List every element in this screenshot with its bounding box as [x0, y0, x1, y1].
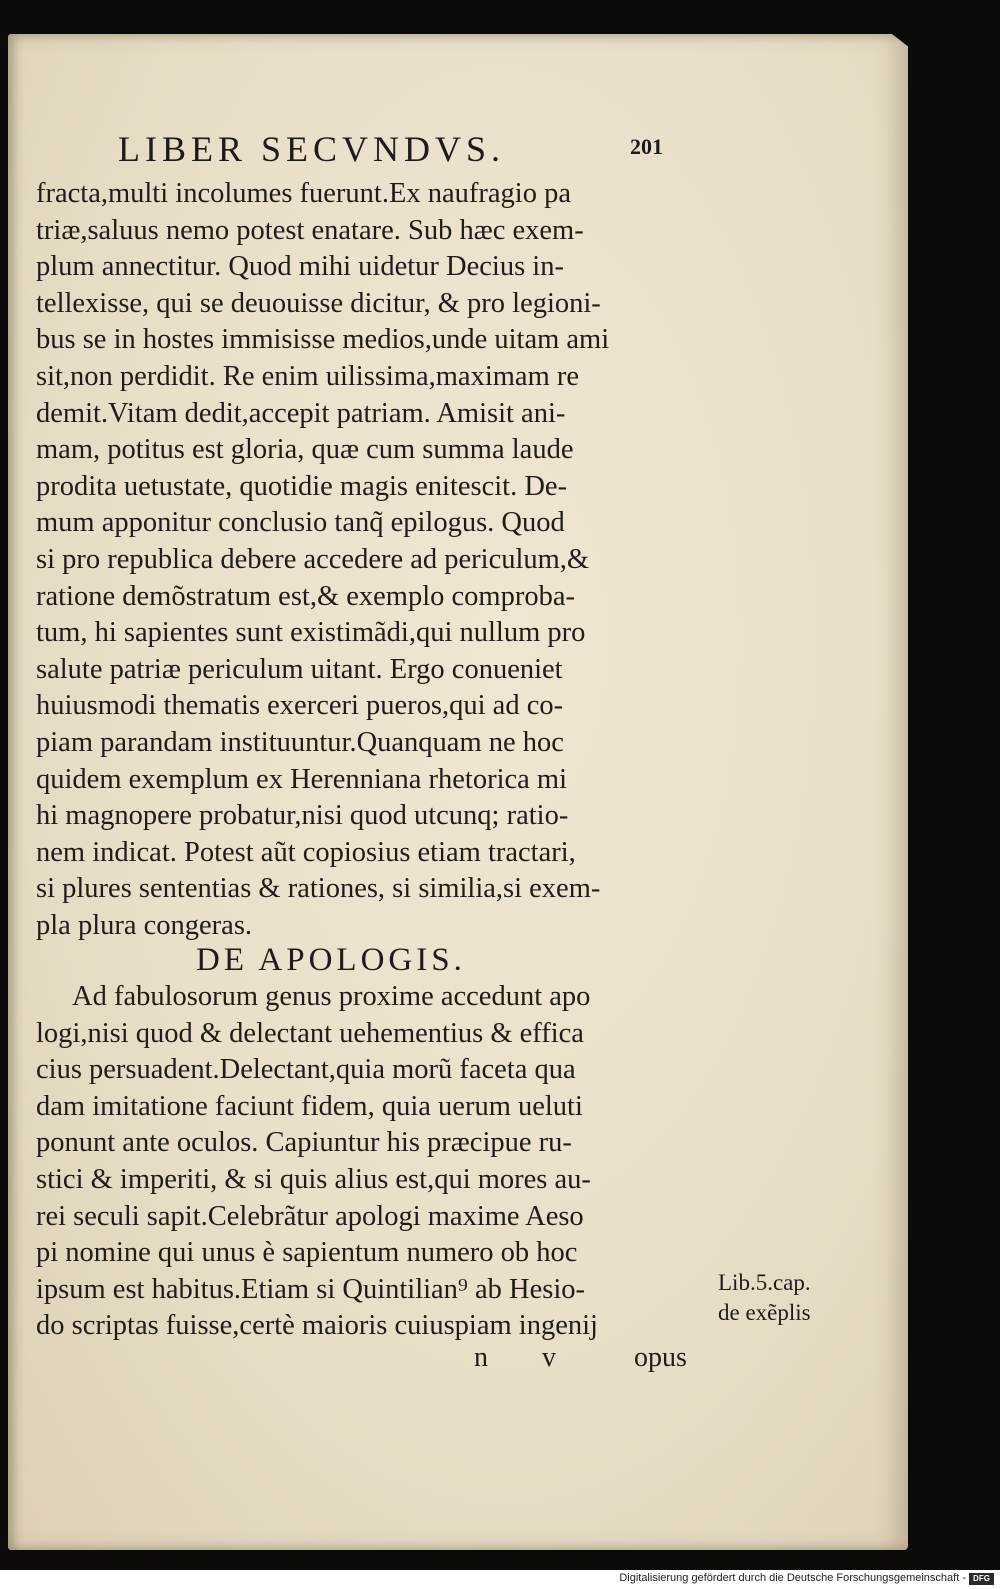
- running-head: [118, 128, 718, 172]
- catchword: opus: [634, 1342, 687, 1373]
- section-heading: DE APOLOGIS.: [196, 942, 466, 978]
- text-line: triæ,saluus nemo potest enatare. Sub hæc exem-: [36, 214, 584, 246]
- text-line: fracta,multi incolumes fuerunt.Ex naufragio pa: [36, 178, 571, 209]
- text-line: quidem exemplum ex Herenniana rhetorica mi: [36, 763, 568, 795]
- text-line: logi,nisi quod & delectant uehementius & effica: [36, 1017, 584, 1049]
- folio-number: 201: [630, 134, 663, 159]
- text-line: mum apponitur conclusio tanq̃ epilogus. Quod: [36, 507, 565, 539]
- text-line: ratione demõstratum est,& exemplo comproba-: [36, 580, 575, 612]
- text-line: tum, hi sapientes sunt existimãdi,qui nullum pro: [36, 617, 586, 649]
- text-line: pi nomine qui unus è sapientum numero ob hoc: [36, 1237, 578, 1269]
- text-line: si pro republica debere accedere ad periculum,&: [36, 543, 590, 575]
- text-line: tellexisse, qui se deuouisse dicitur, & pro legioni-: [36, 287, 601, 319]
- marginal-note-line: Lib.5.cap.: [718, 1270, 811, 1295]
- section-text: [36, 978, 726, 1344]
- text-line: ponunt ante oculos. Capiuntur his præcipue ru-: [36, 1127, 572, 1159]
- signature-mark: v: [542, 1342, 556, 1373]
- page-corner: [892, 34, 910, 48]
- dfg-logo-icon: DFG: [969, 1573, 994, 1585]
- text-line: nem indicat. Potest aũt copiosius etiam tractari,: [36, 836, 576, 868]
- text-line: do scriptas fuisse,certè maioris cuiuspiam ingenij: [36, 1310, 598, 1342]
- running-title: LIBER SECVNDVS.: [118, 129, 506, 169]
- text-line: plum annectitur. Quod mihi uidetur Decius in-: [36, 251, 564, 283]
- marginal-note: [718, 1268, 858, 1328]
- signature-mark: n: [474, 1342, 488, 1373]
- text-line: sit,non perdidit. Re enim uilissima,maximam re: [36, 360, 580, 392]
- text-line: si plures sententias & rationes, si similia,si exem-: [36, 873, 601, 905]
- text-line: dam imitatione faciunt fidem, quia uerum ueluti: [36, 1090, 583, 1122]
- text-line: hi magnopere probatur,nisi quod utcunq; ratio-: [36, 800, 569, 832]
- text-line: rei seculi sapit.Celebrãtur apologi maxime Aeso: [36, 1200, 584, 1232]
- text-line: ipsum est habitus.Etiam si Quintilian⁹ ab Hesio-: [36, 1273, 586, 1305]
- text-line: stici & imperiti, & si quis alius est,qui mores au-: [36, 1163, 591, 1195]
- text-line: cius persuadent.Delectant,quia morũ faceta qua: [36, 1054, 576, 1086]
- body-text: [36, 176, 716, 944]
- text-line-first: Ad fabulosorum genus proxime accedunt apo: [72, 981, 591, 1012]
- footer-bar: [0, 1570, 1000, 1589]
- text-line: demit.Vitam dedit,accepit patriam. Amisit ani-: [36, 397, 566, 429]
- signature-line: [474, 1342, 714, 1376]
- text-line: huiusmodi thematis exerceri pueros,qui ad co-: [36, 690, 564, 722]
- text-line: salute patriæ periculum uitant. Ergo conueniet: [36, 653, 563, 685]
- text-line: piam parandam instituuntur.Quanquam ne hoc: [36, 726, 564, 758]
- text-line: bus se in hostes immisisse medios,unde uitam ami: [36, 324, 610, 356]
- text-line: prodita uetustate, quotidie magis enitescit. De-: [36, 470, 568, 502]
- marginal-note-line: de exẽplis: [718, 1300, 811, 1325]
- funding-credit: Digitalisierung gefördert durch die Deutsche Forschungsgemeinschaft -: [619, 1572, 966, 1584]
- text-line: pla plura congeras.: [36, 909, 253, 941]
- text-line: mam, potitus est gloria, quæ cum summa laude: [36, 434, 574, 466]
